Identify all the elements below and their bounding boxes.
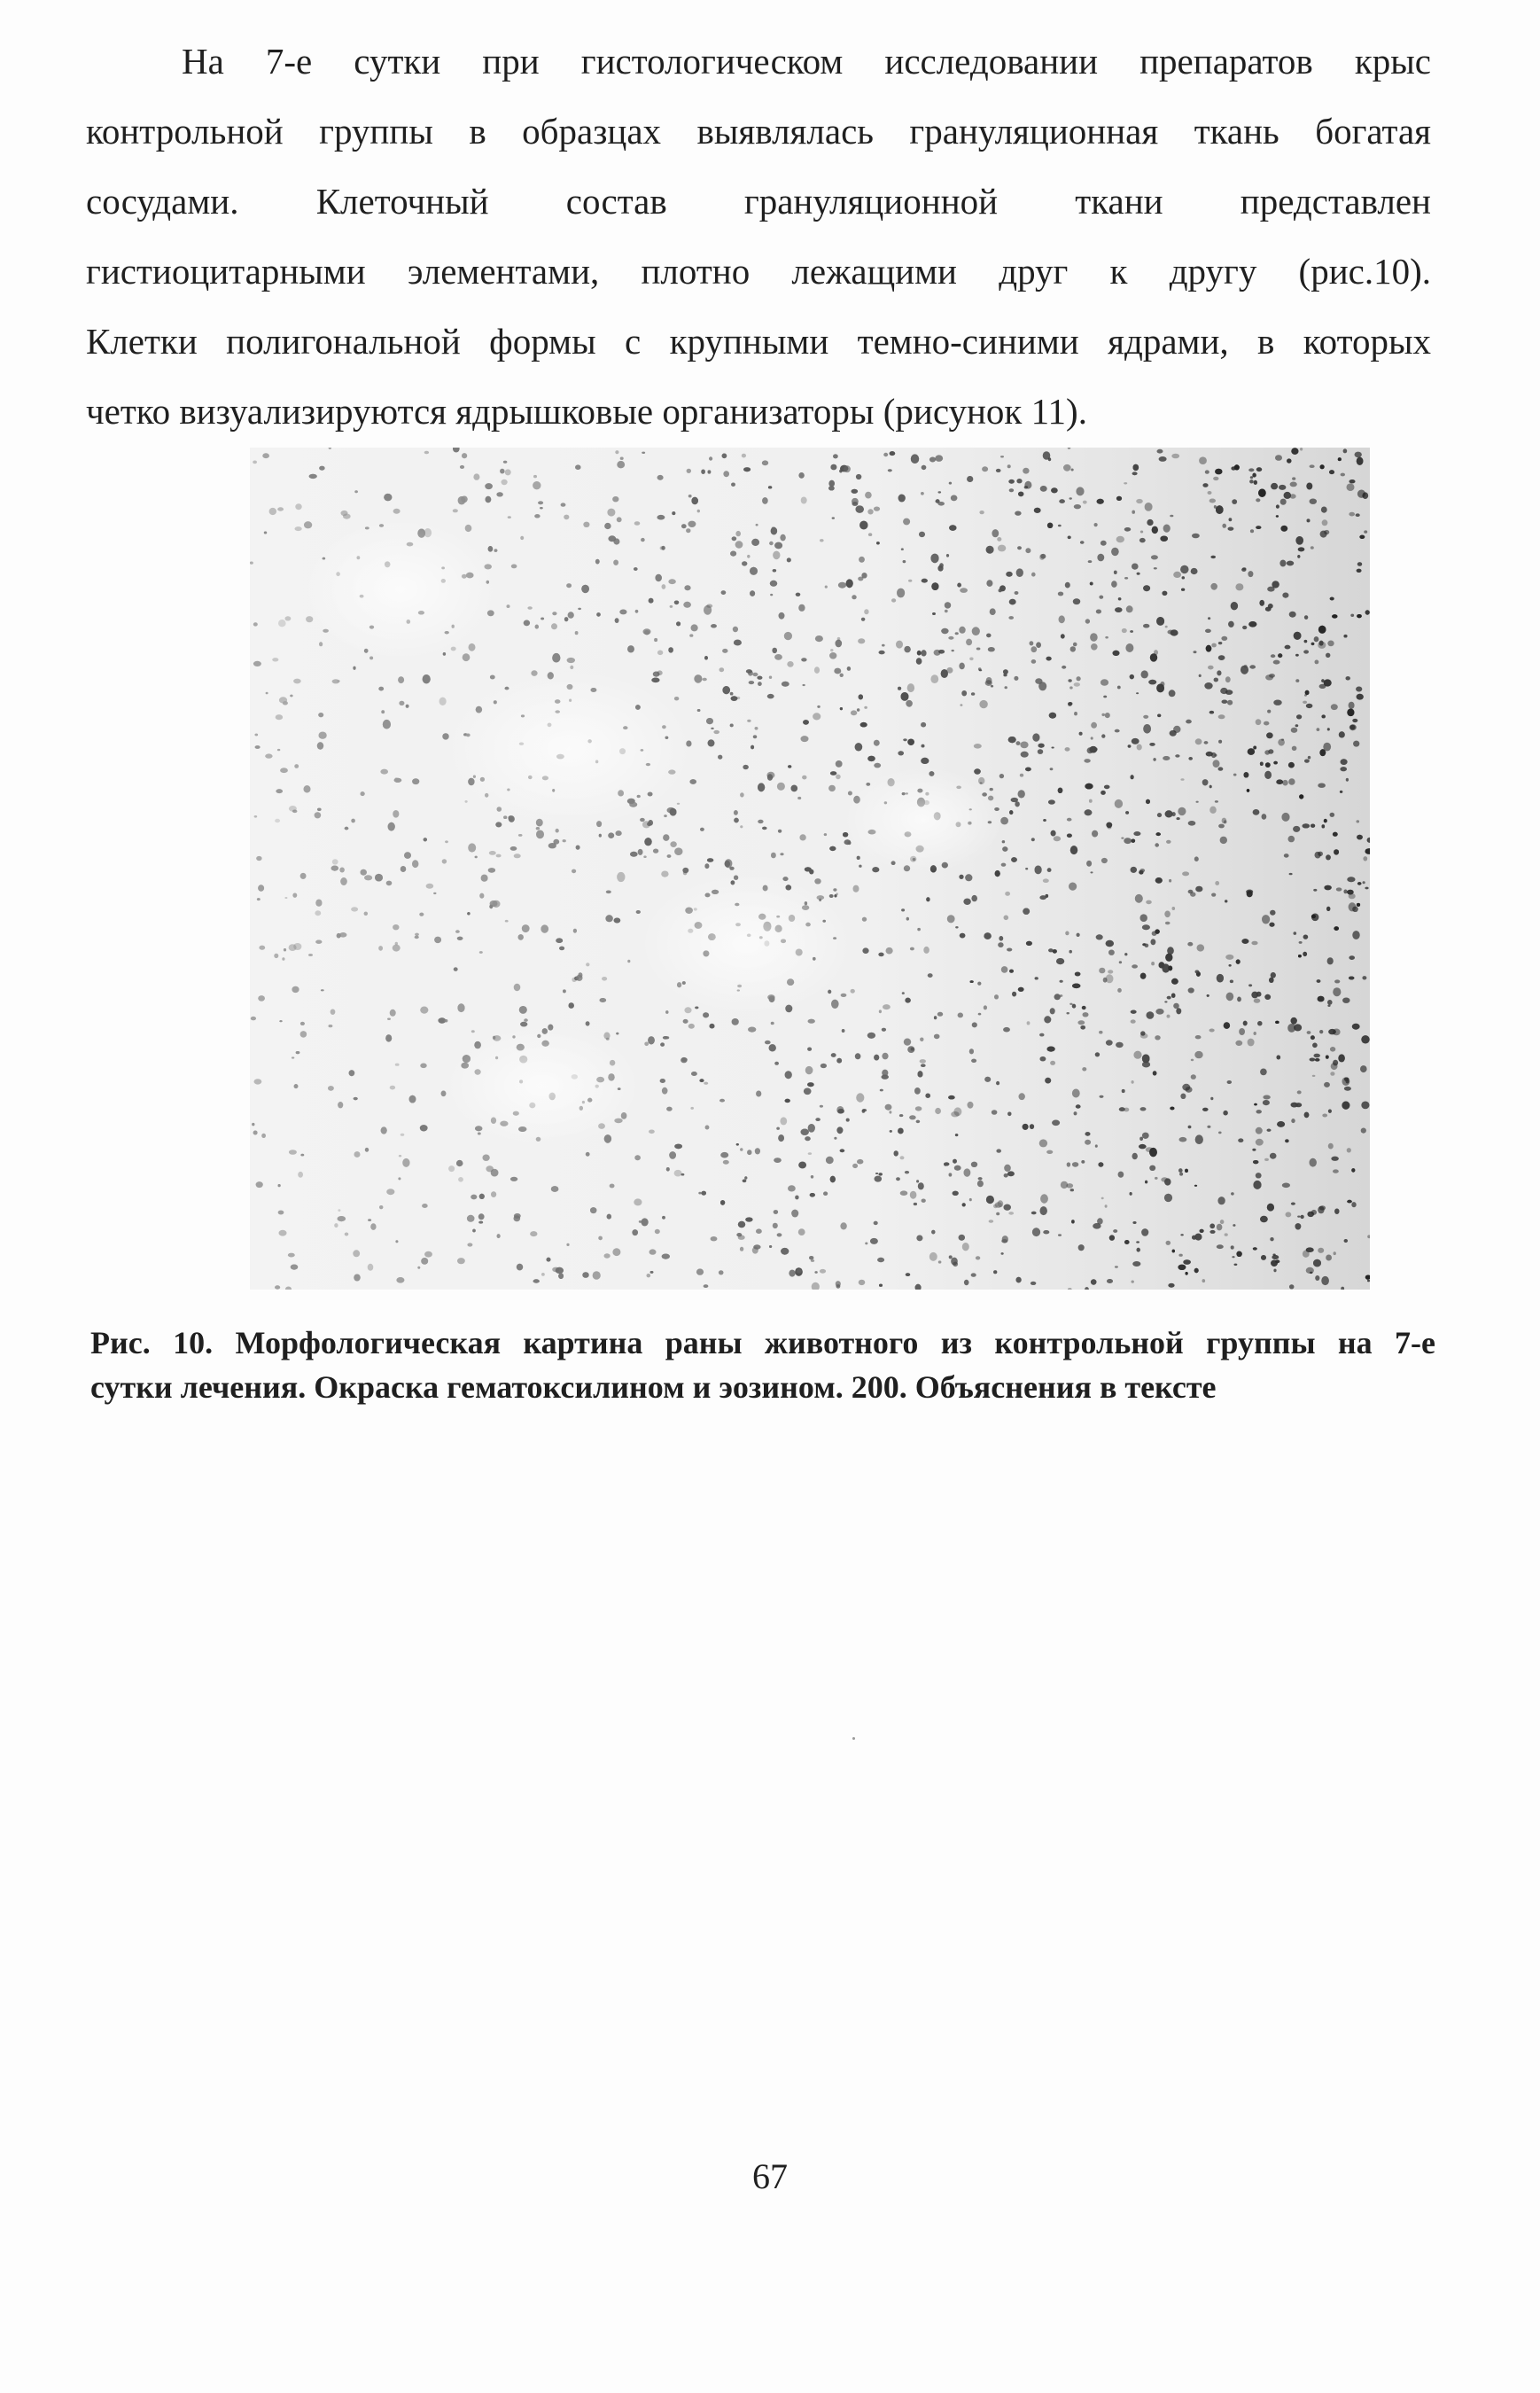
- body-paragraph: [86, 27, 1431, 447]
- paragraph-line: сосудами. Клеточный состав грануляционной ткани представлен: [86, 181, 1431, 222]
- micrograph-image: [250, 448, 1370, 1290]
- scan-speck: [852, 1737, 855, 1740]
- paragraph-line: На 7-е сутки при гистологическом исследовании препаратов крыс: [182, 41, 1431, 82]
- paragraph-line: гистиоцитарными элементами, плотно лежащими друг к другу (рис.10).: [86, 251, 1431, 292]
- caption-line: Рис. 10. Морфологическая картина раны животного из контрольной группы на 7-е: [90, 1325, 1435, 1360]
- caption-line: сутки лечения. Окраска гематоксилином и эозином. 200. Объяснения в тексте: [90, 1369, 1217, 1405]
- page-number: 67: [752, 2156, 788, 2196]
- paragraph-line: четко визуализируются ядрышковые организаторы (рисунок 11).: [86, 391, 1087, 432]
- figure-caption: [90, 1321, 1435, 1409]
- paragraph-line: контрольной группы в образцах выявлялась грануляционная ткань богатая: [86, 111, 1431, 152]
- paragraph-line: Клетки полигональной формы с крупными темно-синими ядрами, в которых: [86, 321, 1431, 362]
